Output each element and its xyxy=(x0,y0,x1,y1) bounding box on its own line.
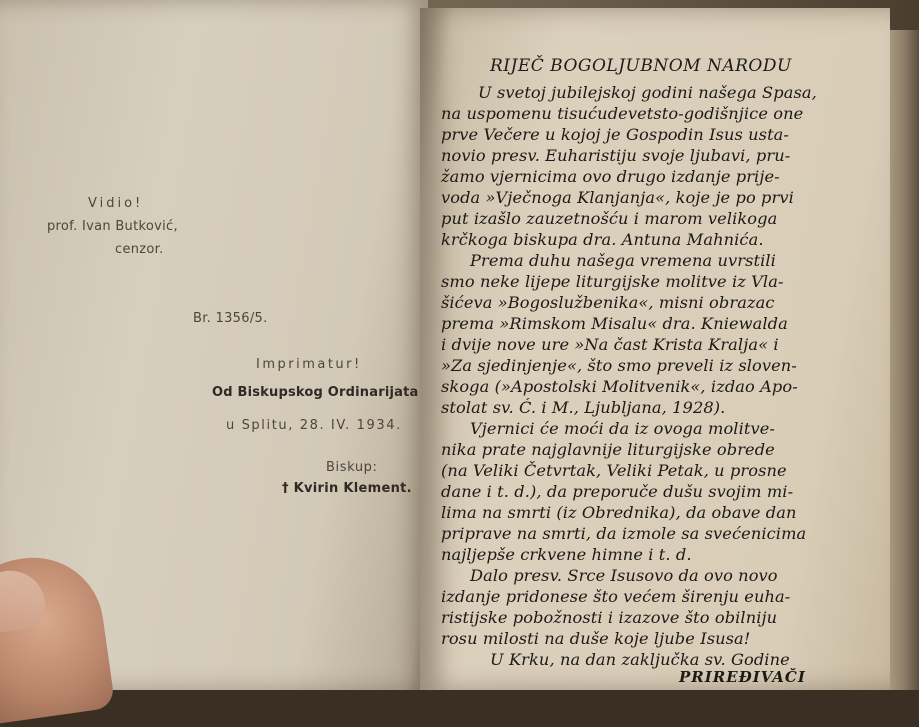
text-line: nika prate najglavnije liturgijske obrede xyxy=(441,440,775,459)
text-line: voda »Vječnoga Klanjanja«, koje je po prvi xyxy=(441,188,794,207)
text-line: dane i t. d.), da preporuče dušu svojim mi- xyxy=(441,482,794,501)
reference-number: Br. 1356/5. xyxy=(193,311,268,326)
text-line: lima na smrti (iz Obrednika), da obave dan xyxy=(441,503,797,522)
text-line: izdanje pridonese što većem širenju euha- xyxy=(441,587,791,606)
page-title: RIJEČ BOGOLJUBNOM NARODU xyxy=(490,56,792,76)
text-line: prve Večere u kojoj je Gospodin Isus usta- xyxy=(441,125,790,144)
text-line: U svetoj jubilejskoj godini našega Spasa, xyxy=(478,83,817,102)
ordinariate-line: Od Biskupskog Ordinarijata xyxy=(212,385,419,400)
text-line: priprave na smrti, da izmole sa svećenicima xyxy=(441,524,807,543)
text-line: novio presv. Euharistiju svoje ljubavi, pru- xyxy=(441,146,791,165)
text-line: šićeva »Bogoslužbenika«, misni obrazac xyxy=(441,293,775,312)
signature: PRIREĐIVAČI xyxy=(679,668,806,686)
censor-title: cenzor. xyxy=(115,242,164,257)
text-line: (na Veliki Četvrtak, Veliki Petak, u prosne xyxy=(441,461,787,480)
text-line: najljepše crkvene himne i t. d. xyxy=(441,545,692,564)
text-line: put izašlo zauzetnošću i marom velikoga xyxy=(441,209,778,228)
approval-vidio: Vidio! xyxy=(88,196,144,211)
text-line: U Krku, na dan zaključka sv. Godine xyxy=(490,650,790,669)
censor-name: prof. Ivan Butković, xyxy=(47,219,178,234)
thumbnail xyxy=(0,566,48,635)
text-line: rosu milosti na duše koje ljube Isusa! xyxy=(441,629,751,648)
text-line: skoga (»Apostolski Molitvenik«, izdao Apo- xyxy=(441,377,798,396)
text-line: žamo vjernicima ovo drugo izdanje prije- xyxy=(441,167,780,186)
bishop-label: Biskup: xyxy=(326,460,378,475)
text-line: krčkoga biskupa dra. Antuna Mahnića. xyxy=(441,230,764,249)
text-line: prema »Rimskom Misalu« dra. Kniewalda xyxy=(441,314,788,333)
place-date: u Splitu, 28. IV. 1934. xyxy=(226,418,402,433)
bishop-name: † Kvirin Klement. xyxy=(282,481,412,496)
text-line: smo neke lijepe liturgijske molitve iz Vla- xyxy=(441,272,784,291)
text-line: Dalo presv. Srce Isusovo da ovo novo xyxy=(470,566,778,585)
text-line: Prema duhu našega vremena uvrstili xyxy=(470,251,776,270)
text-line: stolat sv. Ć. i M., Ljubljana, 1928). xyxy=(441,398,726,417)
text-line: »Za sjedinjenje«, što smo preveli iz sloven- xyxy=(441,356,797,375)
text-line: i dvije nove ure »Na čast Krista Kralja« i xyxy=(441,335,779,354)
text-line: ristijske pobožnosti i izazove što obilniju xyxy=(441,608,778,627)
text-line: Vjernici će moći da iz ovoga molitve- xyxy=(470,419,775,438)
text-line: na uspomenu tisućudevetsto-godišnjice one xyxy=(441,104,804,123)
imprimatur-heading: Imprimatur! xyxy=(256,357,362,372)
